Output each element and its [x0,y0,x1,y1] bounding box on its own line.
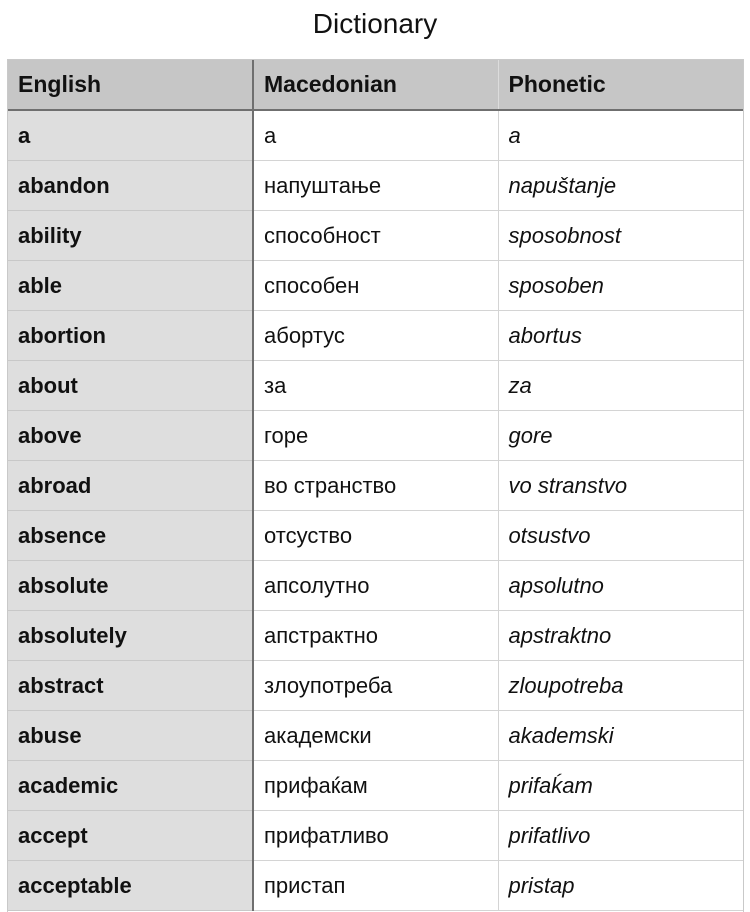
english-cell: abortion [8,311,253,361]
macedonian-cell: отсуство [253,511,498,561]
phonetic-cell: otsustvo [498,511,743,561]
macedonian-cell: напуштање [253,161,498,211]
table-header-row [8,60,743,110]
table-row [8,261,743,311]
macedonian-cell: горе [253,411,498,461]
english-cell: academic [8,761,253,811]
english-cell: acceptable [8,861,253,911]
macedonian-cell: за [253,361,498,411]
english-cell: abandon [8,161,253,211]
table-row [8,161,743,211]
macedonian-cell: абортус [253,311,498,361]
macedonian-cell: прифатливо [253,811,498,861]
phonetic-cell: za [498,361,743,411]
phonetic-cell: prifaḱam [498,761,743,811]
english-cell: a [8,110,253,161]
column-header-macedonian: Macedonian [253,60,498,110]
table-row [8,711,743,761]
table-row [8,861,743,911]
table-row [8,761,743,811]
phonetic-cell: pristap [498,861,743,911]
phonetic-cell: a [498,110,743,161]
english-cell: abuse [8,711,253,761]
macedonian-cell: способен [253,261,498,311]
macedonian-cell: злоупотреба [253,661,498,711]
dictionary-table [8,60,744,911]
table-row [8,361,743,411]
phonetic-cell: vo stranstvo [498,461,743,511]
table-row [8,411,743,461]
phonetic-cell: apsolutno [498,561,743,611]
english-cell: about [8,361,253,411]
english-cell: ability [8,211,253,261]
column-header-phonetic: Phonetic [498,60,743,110]
phonetic-cell: gore [498,411,743,461]
table-row [8,561,743,611]
phonetic-cell: sposobnost [498,211,743,261]
table-row [8,611,743,661]
table-row [8,661,743,711]
table-row [8,511,743,561]
phonetic-cell: sposoben [498,261,743,311]
phonetic-cell: prifatlivo [498,811,743,861]
macedonian-cell: во странство [253,461,498,511]
english-cell: abstract [8,661,253,711]
english-cell: accept [8,811,253,861]
page-title: Dictionary [312,8,438,39]
phonetic-cell: zloupotreba [498,661,743,711]
macedonian-cell: пристап [253,861,498,911]
dictionary-table-container [7,59,744,912]
english-cell: absence [8,511,253,561]
table-row [8,811,743,861]
table-row [8,311,743,361]
macedonian-cell: академски [253,711,498,761]
table-row [8,110,743,161]
phonetic-cell: napuštanje [498,161,743,211]
english-cell: absolutely [8,611,253,661]
table-row [8,461,743,511]
table-body [8,110,743,911]
english-cell: above [8,411,253,461]
english-cell: abroad [8,461,253,511]
macedonian-cell: апстрактно [253,611,498,661]
phonetic-cell: apstraktno [498,611,743,661]
english-cell: able [8,261,253,311]
english-cell: absolute [8,561,253,611]
macedonian-cell: а [253,110,498,161]
macedonian-cell: способност [253,211,498,261]
phonetic-cell: akademski [498,711,743,761]
column-header-english: English [8,60,253,110]
macedonian-cell: апсолутно [253,561,498,611]
table-row [8,211,743,261]
phonetic-cell: abortus [498,311,743,361]
macedonian-cell: прифаќам [253,761,498,811]
